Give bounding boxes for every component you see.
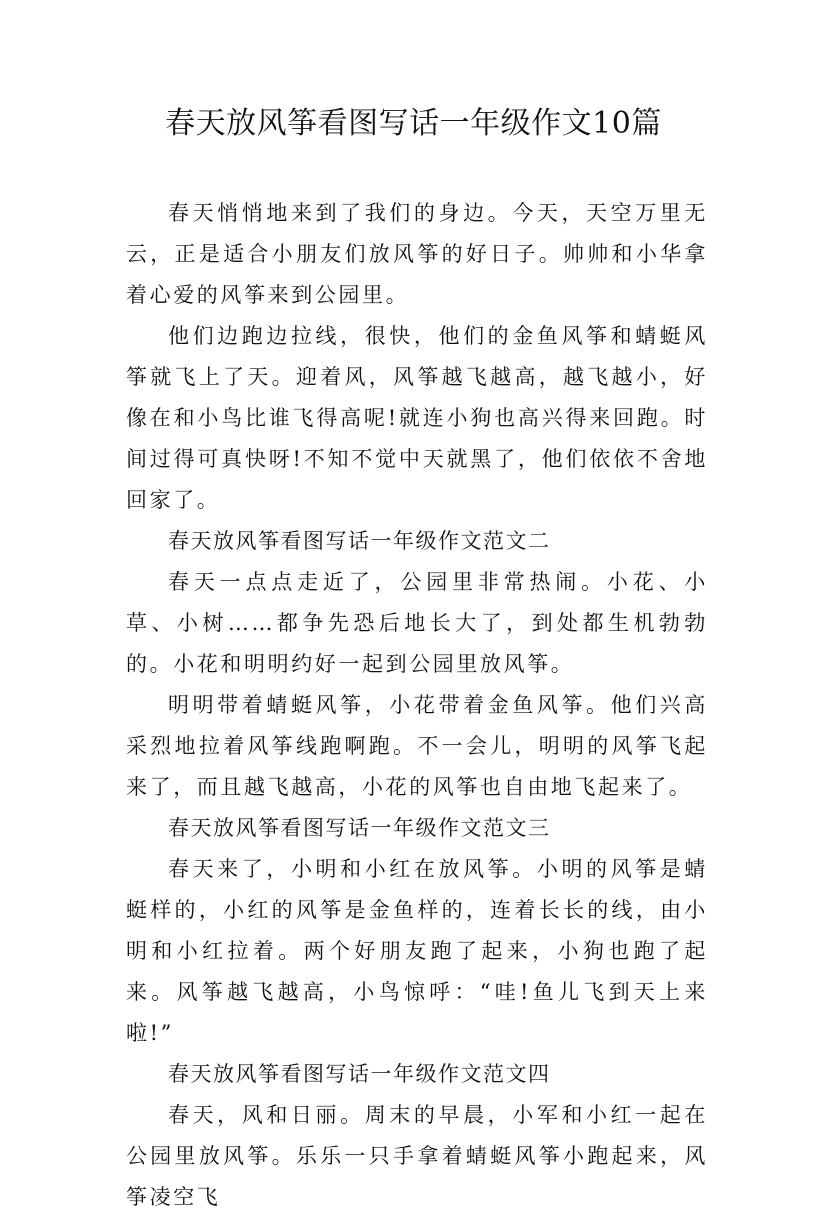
section-heading-3: 春天放风筝看图写话一年级作文范文三 [168,816,551,840]
paragraph-3: 春天一点点走近了，公园里非常热闹。小花、小草、小树……都争先恐后地长大了，到处都生机勃勃的。小花和明明约好一起到公园里放风筝。 [126,570,708,676]
paragraph-2: 他们边跑边拉线，很快，他们的金鱼风筝和蜻蜓风筝就飞上了天。迎着风，风筝越飞越高，越飞越小，好像在和小鸟比谁飞得高呢!就连小狗也高兴得来回跑。时间过得可真快呀!不知不觉中天就黑了，他们依依不舍地回家了。 [126,324,708,512]
paragraph-6: 春天，风和日丽。周末的早晨，小军和小红一起在公园里放风筝。乐乐一只手拿着蜻蜓风筝小跑起来，风筝凌空飞 [126,1103,708,1209]
section-heading-4: 春天放风筝看图写话一年级作文范文四 [168,1062,551,1086]
paragraph-1: 春天悄悄地来到了我们的身边。今天，天空万里无云，正是适合小朋友们放风筝的好日子。帅帅和小华拿着心爱的风筝来到公园里。 [126,201,708,307]
paragraph-5: 春天来了，小明和小红在放风筝。小明的风筝是蜻蜓样的，小红的风筝是金鱼样的，连着长长的线，由小明和小红拉着。两个好朋友跑了起来，小狗也跑了起来。风筝越飞越高，小鸟惊呼：“哇!鱼儿飞到天上来啦!” [126,857,708,1045]
paragraph-4: 明明带着蜻蜓风筝，小花带着金鱼风筝。他们兴高采烈地拉着风筝线跑啊跑。不一会儿，明明的风筝飞起来了，而且越飞越高，小花的风筝也自由地飞起来了。 [126,693,708,799]
document-body [126,193,708,1218]
section-heading-2: 春天放风筝看图写话一年级作文范文二 [168,529,551,553]
document-title: 春天放风筝看图写话一年级作文10篇 [165,106,662,141]
